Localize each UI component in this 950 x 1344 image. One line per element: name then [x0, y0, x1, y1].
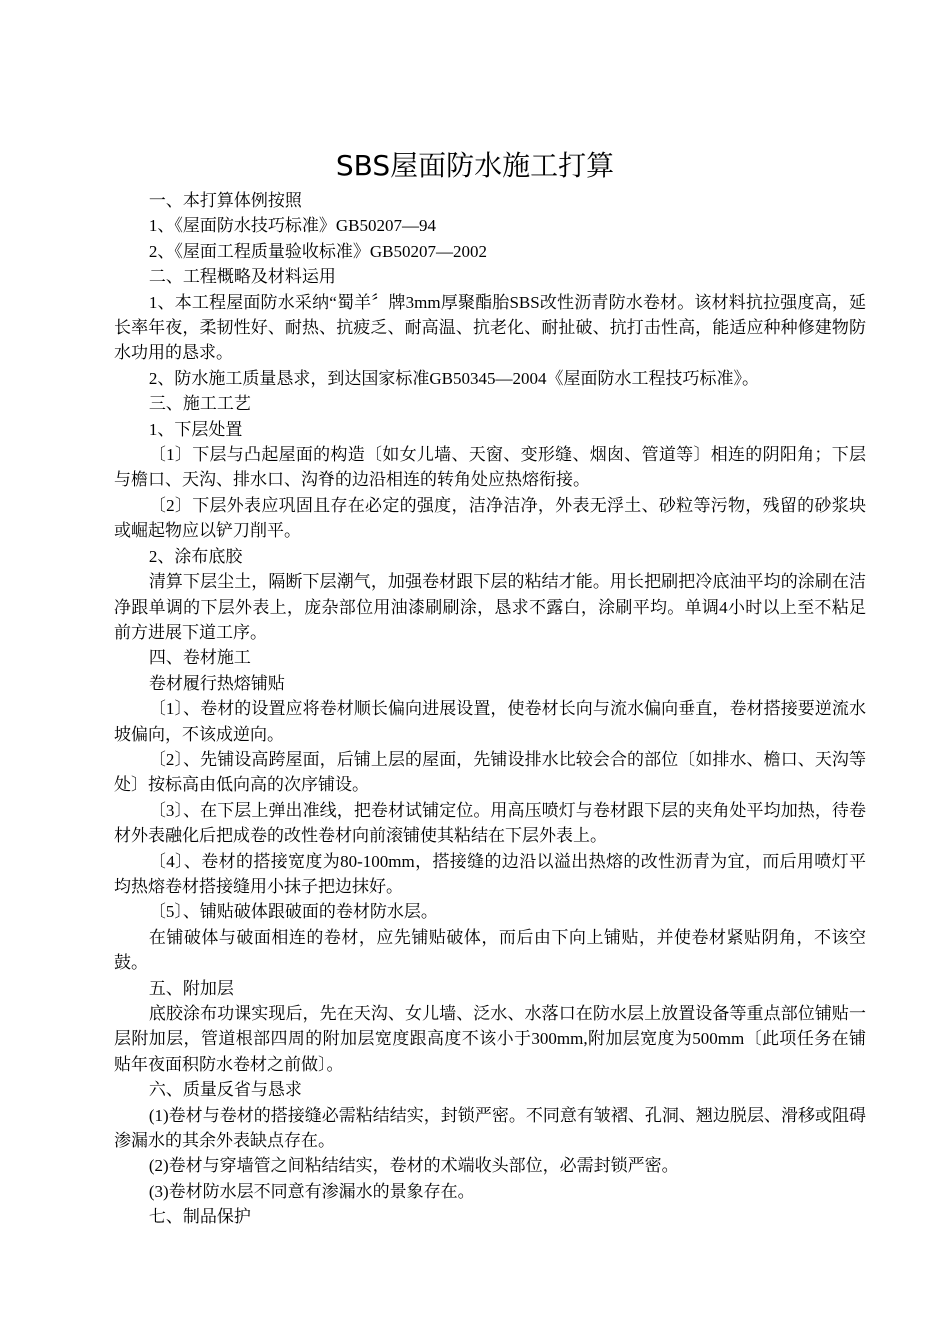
paragraph: 二、工程概略及材料运用	[148, 267, 336, 287]
paragraph: 1、《屋面防水技巧标准》GB50207—94	[148, 216, 436, 236]
paragraph: 六、质量反省与恳求	[148, 1080, 302, 1100]
paragraph: 卷材履行热熔铺贴	[148, 673, 285, 693]
paragraph: 三、施工工艺	[148, 394, 251, 414]
paragraph: 〔2〕、先铺设高跨屋面，后铺上层的屋面，先铺设排水比较会合的部位〔如排水、檐口、天沟等处〕按标高由低向高的次序铺设。	[114, 749, 866, 795]
paragraph: 1、下层处置	[148, 419, 243, 439]
paragraph: 〔5〕、铺贴破体跟破面的卷材防水层。	[148, 902, 438, 922]
document-title: SBS屋面防水施工打算	[335, 149, 615, 182]
paragraph: 〔1〕下层与凸起屋面的构造〔如女儿墙、天窗、变形缝、烟囱、管道等〕相连的阴阳角；下层与檐口、天沟、排水口、沟脊的边沿相连的转角处应热熔衔接。	[114, 445, 866, 490]
paragraph: (2)卷材与穿墙管之间粘结结实，卷材的术端收头部位，必需封锁严密。	[148, 1156, 679, 1176]
paragraph: 1、本工程屋面防水采纳“蜀羊〞牌3mm厚聚酯胎SBS改性沥青防水卷材。该材料抗拉强度高，延长率年夜，柔韧性好、耐热、抗疲乏、耐高温、抗老化、耐扯破、抗打击性高，能适应种种修建物防水功用的恳求。	[114, 292, 866, 363]
paragraph: 底胶涂布功课实现后，先在天沟、女儿墙、泛水、水落口在防水层上放置设备等重点部位铺贴一层附加层，管道根部四周的附加层宽度跟高度不该小于300mm,附加层宽度为500mm〔此项任务在铺贴年夜面积防水卷材之前做〕。	[114, 1004, 866, 1074]
paragraph: 2、《屋面工程质量验收标准》GB50207—2002	[148, 241, 487, 261]
paragraph: 在铺破体与破面相连的卷材，应先铺贴破体，而后由下向上铺贴，并使卷材紧贴阴角，不该空鼓。	[114, 927, 866, 973]
paragraph: 〔4〕、卷材的搭接宽度为80-100mm，搭接缝的边沿以溢出热熔的改性沥青为宜，而后用喷灯平均热熔卷材搭接缝用小抹子把边抹好。	[114, 851, 866, 896]
paragraph: (1)卷材与卷材的搭接缝必需粘结结实，封锁严密。不同意有皱褶、孔洞、翘边脱层、滑移或阻碍渗漏水的其余外表缺点存在。	[114, 1105, 866, 1151]
paragraph: 〔2〕下层外表应巩固且存在必定的强度，洁净洁净，外表无浮土、砂粒等污物，残留的砂浆块或崛起物应以铲刀削平。	[114, 495, 866, 541]
paragraph: (3)卷材防水层不同意有渗漏水的景象存在。	[148, 1181, 475, 1201]
paragraph: 七、制品保护	[148, 1207, 251, 1227]
paragraph: 清算下层尘土，隔断下层潮气，加强卷材跟下层的粘结才能。用长把刷把冷底油平均的涂刷在洁净跟单调的下层外表上，庞杂部位用油漆刷刷涂，恳求不露白，涂刷平均。单调4小时以上至不粘足前方进展下道工序。	[114, 572, 866, 642]
document-body	[114, 188, 866, 1230]
paragraph: 〔1〕、卷材的设置应将卷材顺长偏向进展设置，使卷材长向与流水偏向垂直，卷材搭接要逆流水坡偏向，不该成逆向。	[114, 699, 866, 744]
paragraph: 五、附加层	[148, 978, 234, 998]
paragraph: 2、防水施工质量恳求，到达国家标准GB50345—2004《屋面防水工程技巧标准》。	[148, 368, 759, 388]
paragraph: 〔3〕、在下层上弹出准线，把卷材试铺定位。用高压喷灯与卷材跟下层的夹角处平均加热，待卷材外表融化后把成卷的改性卷材向前滚铺使其粘结在下层外表上。	[114, 800, 866, 846]
paragraph: 四、卷材施工	[148, 648, 251, 668]
paragraph: 2、涂布底胶	[148, 546, 243, 566]
paragraph: 一、本打算体例按照	[148, 191, 302, 210]
